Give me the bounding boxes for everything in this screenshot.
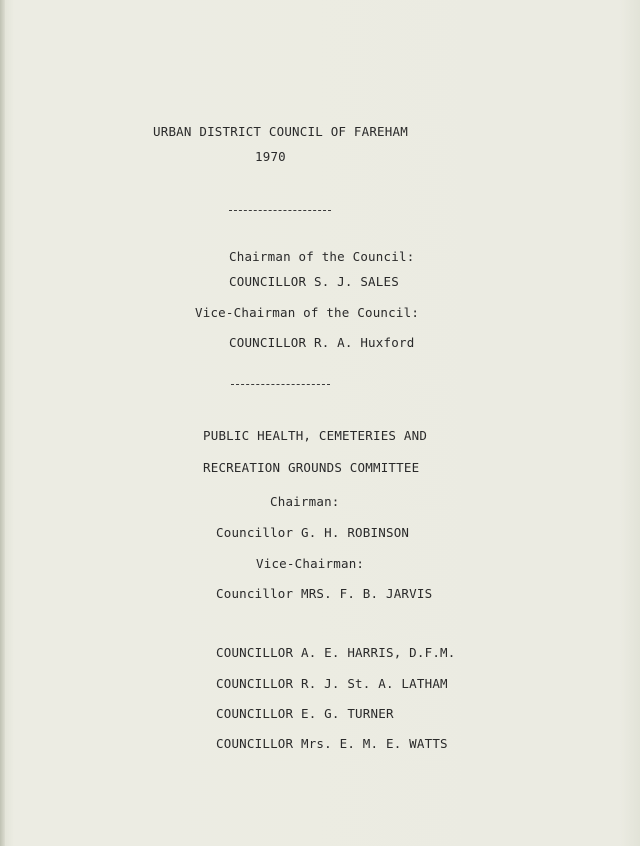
council-heading: URBAN DISTRICT COUNCIL OF FAREHAM: [153, 124, 408, 139]
divider-top: [229, 210, 331, 211]
committee-title-line1: PUBLIC HEALTH, CEMETERIES AND: [203, 428, 428, 443]
committee-chairman-name: Councillor G. H. ROBINSON: [216, 525, 410, 540]
page-edge: [0, 0, 5, 846]
committee-member: COUNCILLOR A. E. HARRIS, D.F.M.: [216, 645, 456, 660]
council-vice-chairman-name: COUNCILLOR R. A. Huxford: [229, 335, 415, 350]
committee-title-line2: RECREATION GROUNDS COMMITTEE: [203, 460, 420, 475]
council-vice-chairman-label: Vice-Chairman of the Council:: [195, 305, 420, 320]
council-chairman-label: Chairman of the Council:: [229, 249, 415, 264]
committee-vice-chairman-name: Councillor MRS. F. B. JARVIS: [216, 586, 433, 601]
committee-member: COUNCILLOR R. J. St. A. LATHAM: [216, 676, 448, 691]
year-heading: 1970: [255, 149, 286, 164]
committee-vice-chairman-label: Vice-Chairman:: [256, 556, 365, 571]
committee-member: COUNCILLOR Mrs. E. M. E. WATTS: [216, 736, 448, 751]
council-chairman-name: COUNCILLOR S. J. SALES: [229, 274, 399, 289]
committee-chairman-label: Chairman:: [270, 494, 340, 509]
divider-middle: [231, 384, 330, 385]
committee-member: COUNCILLOR E. G. TURNER: [216, 706, 394, 721]
